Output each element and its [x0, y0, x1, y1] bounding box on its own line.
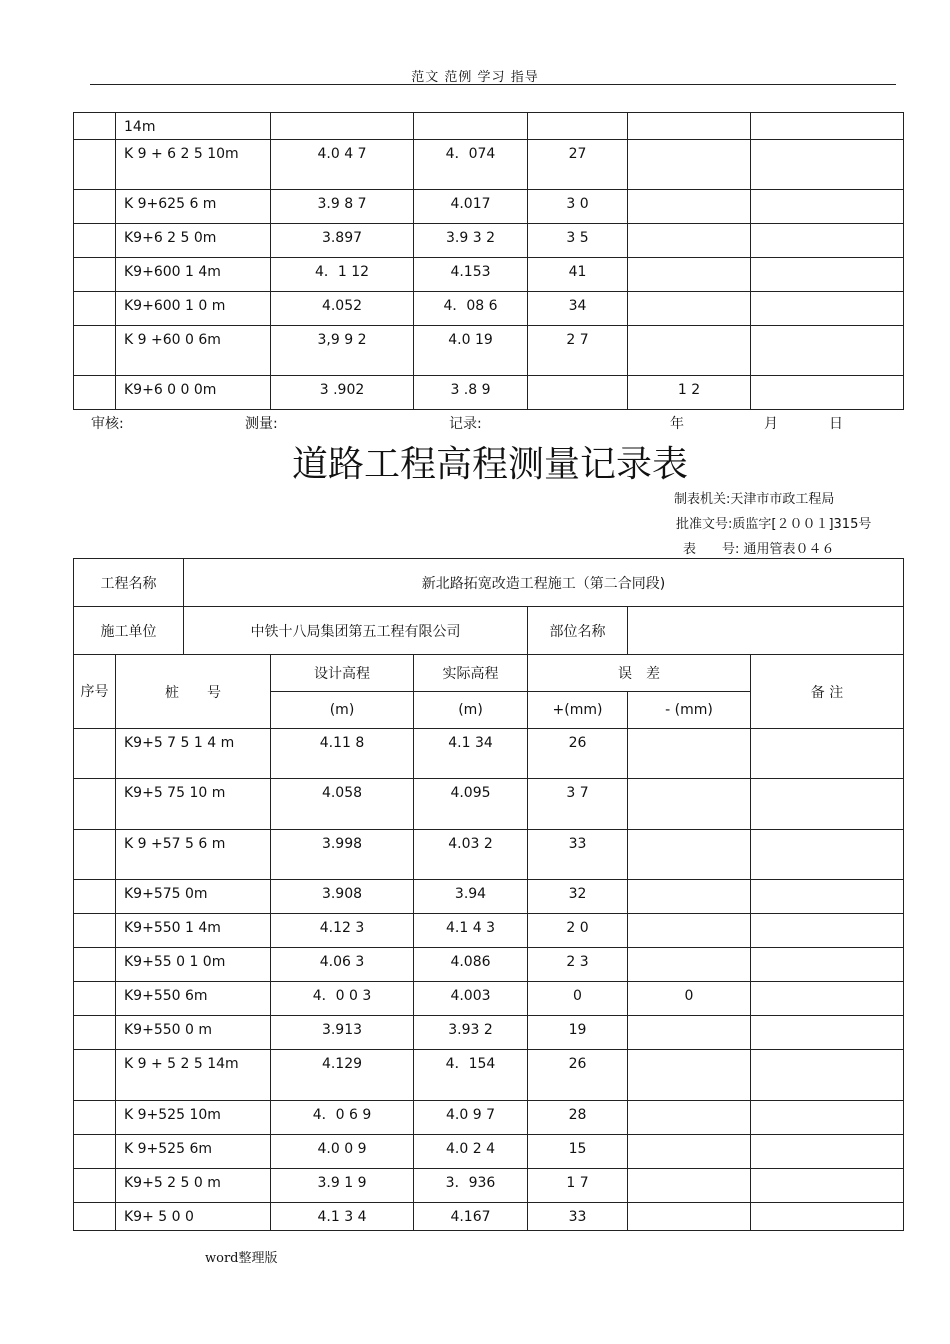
contractor-value: 中铁十八局集团第五工程有限公司 [184, 607, 528, 655]
note-cell [751, 258, 904, 292]
stake-cell: K9+6 0 0 0m [116, 376, 271, 410]
actual-elevation-cell: 4.03 2 [414, 830, 528, 880]
approval-text: 批准文号:质监字[２００１]315号 [676, 517, 872, 532]
design-elevation-cell: 4.0 0 9 [271, 1135, 414, 1169]
seq-cell [74, 190, 116, 224]
minus-error-header: - (mm) [628, 692, 751, 729]
seq-cell [74, 914, 116, 948]
stake-cell: K 9 +57 5 6 m [116, 830, 271, 880]
minus-error-cell [628, 880, 751, 914]
project-info-table [73, 558, 904, 655]
minus-error-cell: 0 [628, 982, 751, 1016]
minus-error-cell [628, 914, 751, 948]
design-elevation-cell: 3.998 [271, 830, 414, 880]
page-header: 范文 范例 学习 指导 [411, 70, 539, 85]
actual-elevation-header: 实际高程 [414, 655, 528, 692]
note-cell [751, 729, 904, 779]
seq-cell [74, 830, 116, 880]
minus-error-cell [628, 1169, 751, 1203]
review-label: 审核: [91, 416, 124, 432]
design-elevation-cell: 4．0 6 9 [271, 1101, 414, 1135]
actual-elevation-cell: 3．936 [414, 1169, 528, 1203]
note-header: 备 注 [751, 655, 904, 729]
design-elevation-cell: 4．0 0 3 [271, 982, 414, 1016]
design-elevation-cell: 3.897 [271, 224, 414, 258]
stake-cell: K 9 + 5 2 5 14m [116, 1050, 271, 1101]
plus-error-cell: 33 [528, 830, 628, 880]
note-cell [751, 948, 904, 982]
actual-elevation-cell: 3.94 [414, 880, 528, 914]
actual-elevation-cell: 3 .8 9 [414, 376, 528, 410]
design-elevation-cell: 4.129 [271, 1050, 414, 1101]
actual-elevation-cell: 4.0 19 [414, 326, 528, 376]
minus-error-cell [628, 1050, 751, 1101]
note-cell [751, 224, 904, 258]
plus-error-cell: 1 7 [528, 1169, 628, 1203]
table-row [74, 113, 904, 140]
seq-cell [74, 880, 116, 914]
minus-error-cell [628, 326, 751, 376]
seq-cell [74, 1101, 116, 1135]
seq-cell [74, 1050, 116, 1101]
minus-error-cell [628, 1135, 751, 1169]
table-row [74, 779, 904, 830]
project-name-value: 新北路拓宽改造工程施工（第二合同段) [184, 559, 904, 607]
table-row [74, 948, 904, 982]
actual-elevation-cell: 4．074 [414, 140, 528, 190]
note-cell [751, 1135, 904, 1169]
minus-error-cell [628, 948, 751, 982]
actual-elevation-cell: 4.0 9 7 [414, 1101, 528, 1135]
note-cell [751, 982, 904, 1016]
minus-error-cell: 1 2 [628, 376, 751, 410]
note-cell [751, 140, 904, 190]
stake-cell: K9+ 5 0 0 [116, 1203, 271, 1231]
table-row [74, 140, 904, 190]
plus-error-cell: 0 [528, 982, 628, 1016]
note-cell [751, 190, 904, 224]
design-elevation-cell: 4.058 [271, 779, 414, 830]
stake-cell: K9+550 1 4m [116, 914, 271, 948]
table-row [74, 326, 904, 376]
minus-error-cell [628, 140, 751, 190]
design-elevation-cell: 4.0 4 7 [271, 140, 414, 190]
design-elevation-header: 设计高程 [271, 655, 414, 692]
stake-cell: K9+55 0 1 0m [116, 948, 271, 982]
stake-cell: K 9 + 6 2 5 10m [116, 140, 271, 190]
minus-error-cell [628, 113, 751, 140]
design-elevation-cell: 3.908 [271, 880, 414, 914]
table-row [74, 729, 904, 779]
stake-cell: 14m [116, 113, 271, 140]
plus-error-cell: 3 0 [528, 190, 628, 224]
stake-cell: K9+6 2 5 0m [116, 224, 271, 258]
actual-elevation-cell: 4.003 [414, 982, 528, 1016]
part-name-label: 部位名称 [528, 607, 628, 655]
note-cell [751, 779, 904, 830]
note-cell [751, 1169, 904, 1203]
design-elevation-cell: 4．1 12 [271, 258, 414, 292]
note-cell [751, 1203, 904, 1231]
seq-cell [74, 1203, 116, 1231]
seq-header: 序号 [74, 655, 116, 729]
seq-cell [74, 779, 116, 830]
plus-error-cell: 3 5 [528, 224, 628, 258]
note-cell [751, 914, 904, 948]
plus-error-cell: 26 [528, 1050, 628, 1101]
plus-error-cell: 26 [528, 729, 628, 779]
contractor-label: 施工单位 [74, 607, 184, 655]
note-cell [751, 326, 904, 376]
seq-cell [74, 1135, 116, 1169]
table-row [74, 982, 904, 1016]
table-row [74, 1016, 904, 1050]
page-footer: word整理版 [205, 1251, 278, 1266]
seq-cell [74, 729, 116, 779]
minus-error-cell [628, 1101, 751, 1135]
plus-error-cell: 2 0 [528, 914, 628, 948]
table-row [74, 292, 904, 326]
minus-error-cell [628, 779, 751, 830]
seq-cell [74, 113, 116, 140]
seq-cell [74, 326, 116, 376]
table-row [74, 224, 904, 258]
actual-elevation-cell: 4.086 [414, 948, 528, 982]
seq-cell [74, 982, 116, 1016]
actual-elevation-cell: 4.1 34 [414, 729, 528, 779]
seq-cell [74, 224, 116, 258]
stake-cell: K9+5 7 5 1 4 m [116, 729, 271, 779]
note-cell [751, 292, 904, 326]
seq-cell [74, 1169, 116, 1203]
table-row [74, 258, 904, 292]
plus-error-cell: 3 7 [528, 779, 628, 830]
measure-label: 测量: [245, 416, 278, 432]
plus-error-cell: 2 7 [528, 326, 628, 376]
stake-header: 桩 号 [116, 655, 271, 729]
month-label: 月 [764, 416, 778, 432]
plus-error-cell: 27 [528, 140, 628, 190]
note-cell [751, 1050, 904, 1101]
design-elevation-cell: 4.1 3 4 [271, 1203, 414, 1231]
stake-cell: K9+5 75 10 m [116, 779, 271, 830]
part-name-value [628, 607, 904, 655]
table-row [74, 1203, 904, 1231]
stake-cell: K9+550 6m [116, 982, 271, 1016]
actual-elevation-cell: 4.095 [414, 779, 528, 830]
design-elevation-cell: 4.06 3 [271, 948, 414, 982]
top-elevation-table [73, 112, 904, 410]
minus-error-cell [628, 258, 751, 292]
design-elevation-cell: 3.9 1 9 [271, 1169, 414, 1203]
stake-cell: K9+550 0 m [116, 1016, 271, 1050]
design-elevation-cell: 4.052 [271, 292, 414, 326]
table-row [74, 1050, 904, 1101]
stake-cell: K9+600 1 4m [116, 258, 271, 292]
minus-error-cell [628, 224, 751, 258]
minus-error-cell [628, 292, 751, 326]
seq-cell [74, 292, 116, 326]
note-cell [751, 376, 904, 410]
stake-cell: K9+5 2 5 0 m [116, 1169, 271, 1203]
design-unit: (m) [271, 692, 414, 729]
design-elevation-cell [271, 113, 414, 140]
stake-cell: K 9+525 6m [116, 1135, 271, 1169]
plus-error-cell: 2 3 [528, 948, 628, 982]
plus-error-cell: 28 [528, 1101, 628, 1135]
actual-unit: (m) [414, 692, 528, 729]
table-row [74, 914, 904, 948]
actual-elevation-cell [414, 113, 528, 140]
minus-error-cell [628, 1016, 751, 1050]
issuer-text: 制表机关:天津市市政工程局 [674, 492, 835, 507]
day-label: 日 [829, 416, 843, 432]
table-row [74, 1135, 904, 1169]
project-name-label: 工程名称 [74, 559, 184, 607]
table-row [74, 1169, 904, 1203]
actual-elevation-cell: 4.153 [414, 258, 528, 292]
actual-elevation-cell: 4.167 [414, 1203, 528, 1231]
table-row [74, 1101, 904, 1135]
seq-cell [74, 1016, 116, 1050]
plus-error-header: +(mm) [528, 692, 628, 729]
note-cell [751, 830, 904, 880]
actual-elevation-cell: 4.1 4 3 [414, 914, 528, 948]
stake-cell: K 9 +60 0 6m [116, 326, 271, 376]
table-row [74, 190, 904, 224]
plus-error-cell: 41 [528, 258, 628, 292]
actual-elevation-cell: 4．08 6 [414, 292, 528, 326]
seq-cell [74, 948, 116, 982]
actual-elevation-cell: 4．154 [414, 1050, 528, 1101]
minus-error-cell [628, 1203, 751, 1231]
design-elevation-cell: 3 .902 [271, 376, 414, 410]
stake-cell: K 9+525 10m [116, 1101, 271, 1135]
design-elevation-cell: 4.11 8 [271, 729, 414, 779]
plus-error-cell [528, 113, 628, 140]
record-label: 记录: [449, 416, 482, 432]
minus-error-cell [628, 830, 751, 880]
minus-error-cell [628, 190, 751, 224]
design-elevation-cell: 3,9 9 2 [271, 326, 414, 376]
header-divider [90, 84, 896, 85]
stake-cell: K 9+625 6 m [116, 190, 271, 224]
note-cell [751, 880, 904, 914]
stake-cell: K9+575 0m [116, 880, 271, 914]
plus-error-cell: 19 [528, 1016, 628, 1050]
error-header: 误 差 [528, 655, 751, 692]
plus-error-cell: 34 [528, 292, 628, 326]
table-row [74, 376, 904, 410]
actual-elevation-cell: 3.93 2 [414, 1016, 528, 1050]
plus-error-cell [528, 376, 628, 410]
note-cell [751, 1016, 904, 1050]
seq-cell [74, 376, 116, 410]
design-elevation-cell: 3.9 8 7 [271, 190, 414, 224]
minus-error-cell [628, 729, 751, 779]
note-cell [751, 113, 904, 140]
design-elevation-cell: 4.12 3 [271, 914, 414, 948]
year-label: 年 [670, 416, 684, 432]
design-elevation-cell: 3.913 [271, 1016, 414, 1050]
actual-elevation-cell: 4.017 [414, 190, 528, 224]
table-row [74, 880, 904, 914]
table-row [74, 830, 904, 880]
main-elevation-table [73, 654, 904, 1231]
actual-elevation-cell: 3.9 3 2 [414, 224, 528, 258]
form-number-text: 表 号: 通用管表０４６ [683, 542, 835, 557]
seq-cell [74, 140, 116, 190]
document-title: 道路工程高程测量记录表 [291, 444, 688, 485]
stake-cell: K9+600 1 0 m [116, 292, 271, 326]
plus-error-cell: 33 [528, 1203, 628, 1231]
seq-cell [74, 258, 116, 292]
plus-error-cell: 15 [528, 1135, 628, 1169]
actual-elevation-cell: 4.0 2 4 [414, 1135, 528, 1169]
note-cell [751, 1101, 904, 1135]
plus-error-cell: 32 [528, 880, 628, 914]
